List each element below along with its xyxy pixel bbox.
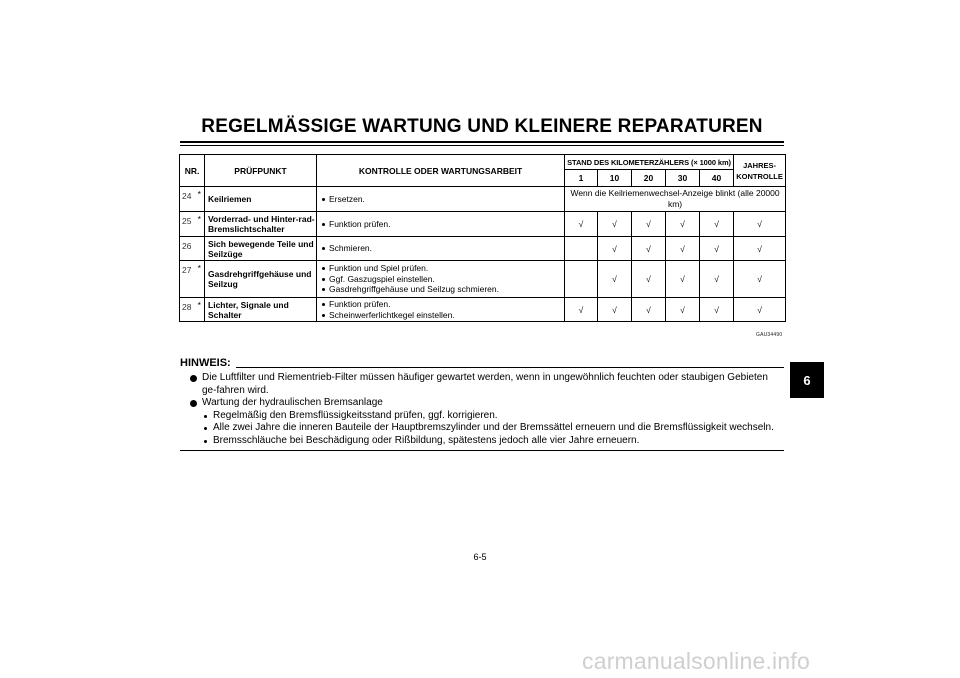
sub-bullet-icon: [204, 415, 207, 418]
sub-bullet-icon: [204, 440, 207, 443]
reference-code: GAU34490: [756, 332, 783, 338]
sub-list-item: [180, 435, 784, 448]
page-number: 6-5: [473, 552, 487, 562]
row-number: 27: [180, 261, 195, 298]
check-mark: √: [734, 212, 786, 237]
work-step: Funktion und Spiel prüfen.: [329, 263, 564, 274]
row-number: 28: [180, 298, 195, 322]
row-item: Keilriemen: [205, 187, 317, 212]
sub-list-item: [180, 422, 784, 435]
sub-note-text: Bremsschläuche bei Beschädigung oder Rißbildung, spätestens jedoch alle vier Jahre erneuern.: [213, 434, 640, 446]
row-work: [317, 212, 565, 237]
header-odometer: STAND DES KILOMETERZÄHLERS (× 1000 km): [565, 155, 734, 170]
table-row: [180, 298, 786, 322]
row-work: [317, 298, 565, 322]
header-km-1: 1: [565, 170, 598, 187]
note-text: Wartung der hydraulischen Bremsanlage: [202, 397, 383, 408]
hinweis-label: HINWEIS:: [180, 357, 231, 369]
row-number: 24: [180, 187, 195, 212]
check-mark: √: [666, 212, 700, 237]
work-step: Ersetzen.: [329, 194, 564, 205]
row-work: [317, 237, 565, 261]
table-row: [180, 237, 786, 261]
check-mark: √: [598, 212, 632, 237]
hinweis-list: [180, 372, 784, 447]
row-asterisk: *: [195, 298, 205, 322]
table-row: [180, 187, 786, 212]
row-work: [317, 187, 565, 212]
header-km-40: 40: [700, 170, 734, 187]
check-mark: [565, 237, 598, 261]
row-number: 26: [180, 237, 195, 261]
check-mark: √: [565, 298, 598, 322]
header-kontrolle: KONTROLLE ODER WARTUNGSARBEIT: [317, 155, 565, 187]
check-mark: √: [666, 237, 700, 261]
header-jahres-line1: JAHRES-: [743, 160, 777, 170]
sub-note-text: Alle zwei Jahre die inneren Bauteile der Hauptbremszylinder und der Bremssättel erneuern und die Bremsflüssigkeit wechseln.: [213, 422, 774, 433]
row-asterisk: [195, 237, 205, 261]
row-asterisk: *: [195, 187, 205, 212]
check-mark: √: [734, 237, 786, 261]
work-step: Gasdrehgriffgehäuse und Seilzug schmieren.: [329, 284, 564, 295]
work-step: Funktion prüfen.: [329, 219, 564, 230]
title-rule-thin: [180, 145, 784, 146]
table-row: [180, 212, 786, 237]
title-rule: [180, 141, 784, 143]
header-nr: NR.: [180, 155, 205, 187]
check-mark: √: [565, 212, 598, 237]
row-item: Gasdrehgriffgehäuse und Seilzug: [205, 261, 317, 298]
list-item: [180, 397, 784, 410]
row-item: Sich bewegende Teile und Seilzüge: [205, 237, 317, 261]
header-pruefpunkt: PRÜFPUNKT: [205, 155, 317, 187]
row-asterisk: *: [195, 212, 205, 237]
check-mark: √: [700, 212, 734, 237]
bullet-icon: [190, 375, 197, 382]
sub-bullet-icon: [204, 427, 207, 430]
check-mark: √: [700, 298, 734, 322]
work-step: Ggf. Gaszugspiel einstellen.: [329, 274, 564, 285]
row-item: Lichter, Signale und Schalter: [205, 298, 317, 322]
hinweis-rule: [236, 367, 784, 368]
check-mark: √: [632, 261, 666, 298]
work-step: Funktion prüfen.: [329, 299, 564, 310]
header-km-10: 10: [598, 170, 632, 187]
check-mark: √: [632, 237, 666, 261]
check-mark: √: [700, 261, 734, 298]
check-mark: √: [734, 261, 786, 298]
check-mark: √: [598, 298, 632, 322]
check-mark: √: [632, 212, 666, 237]
work-step: Schmieren.: [329, 243, 564, 254]
sub-note-text: Regelmäßig den Bremsflüssigkeitsstand prüfen, ggf. korrigieren.: [213, 409, 498, 421]
row-interval-note: Wenn die Keilriemenwechsel-Anzeige blinkt (alle 20000 km): [565, 187, 786, 212]
header-km-30: 30: [666, 170, 700, 187]
check-mark: √: [666, 261, 700, 298]
note-text: Die Luftfilter und Riementrieb-Filter müssen häufiger gewartet werden, wenn in ungewöhnlich feuchten oder staubigen Gebieten ge-fahren wird.: [202, 372, 768, 396]
header-jahres-line2: KONTROLLE: [736, 171, 783, 181]
bullet-icon: [190, 400, 197, 407]
watermark: carmanualsonline.info: [582, 648, 810, 674]
check-mark: √: [632, 298, 666, 322]
header-km-20: 20: [632, 170, 666, 187]
row-work: [317, 261, 565, 298]
check-mark: √: [598, 261, 632, 298]
check-mark: √: [734, 298, 786, 322]
section-end-rule: [180, 450, 784, 451]
maintenance-table: [179, 154, 786, 322]
chapter-tab[interactable]: 6: [790, 362, 824, 398]
check-mark: √: [666, 298, 700, 322]
work-step: Scheinwerferlichtkegel einstellen.: [329, 310, 564, 321]
header-jahreskontrolle: [734, 155, 786, 187]
sub-list-item: [180, 410, 784, 423]
check-mark: √: [598, 237, 632, 261]
table-row: [180, 261, 786, 298]
row-asterisk: *: [195, 261, 205, 298]
row-item: Vorderrad- und Hinter-rad-Bremslichtschalter: [205, 212, 317, 237]
page-title: REGELMÄSSIGE WARTUNG UND KLEINERE REPARATUREN: [201, 116, 763, 137]
list-item: [180, 372, 784, 397]
check-mark: √: [700, 237, 734, 261]
row-number: 25: [180, 212, 195, 237]
check-mark: [565, 261, 598, 298]
